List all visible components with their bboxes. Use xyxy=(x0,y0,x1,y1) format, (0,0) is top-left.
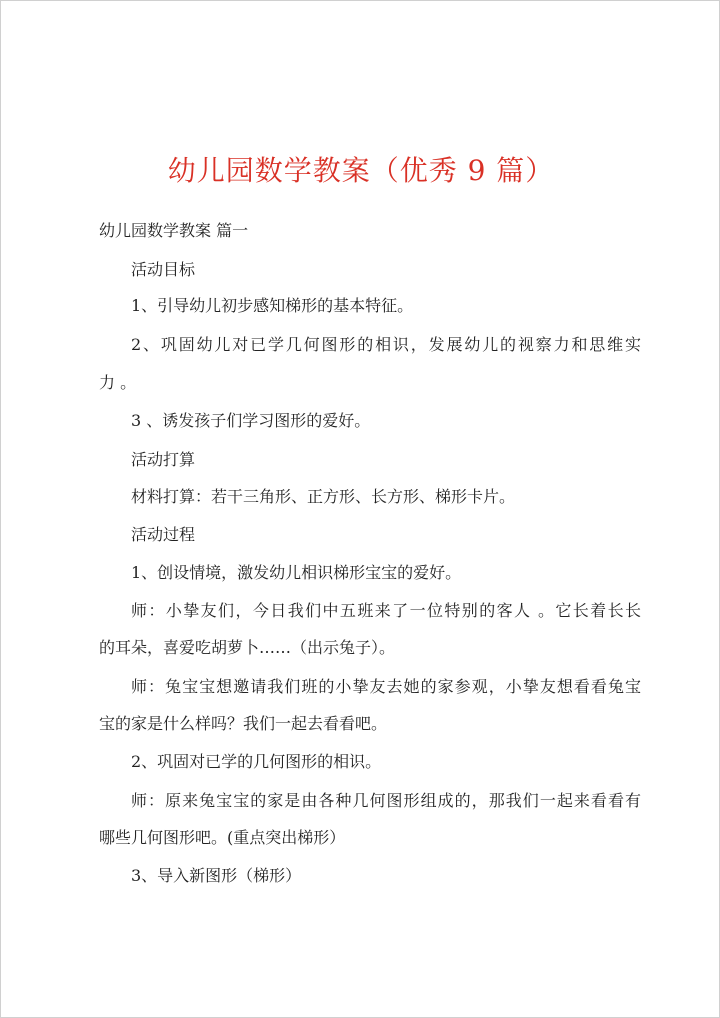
document-title: 幼儿园数学教案（优秀 9 篇） xyxy=(167,154,555,187)
paragraph-line: 1、创设情境，激发幼儿相识梯形宝宝的爱好。 xyxy=(131,563,462,582)
paragraph-line: 1、引导幼儿初步感知梯形的基本特征。 xyxy=(131,296,414,315)
section-heading: 幼儿园数学教案 篇一 xyxy=(99,221,249,240)
paragraph-line: 师：兔宝宝想邀请我们班的小挚友去她的家参观，小挚友想看看兔宝 xyxy=(131,677,641,696)
paragraph-line: 的耳朵，喜爱吃胡萝卜……（出示兔子）。 xyxy=(99,638,396,657)
paragraph-line: 3、导入新图形（梯形） xyxy=(131,866,302,885)
subheading-activity-process: 活动过程 xyxy=(131,525,196,544)
paragraph-line: 力 。 xyxy=(99,373,137,392)
paragraph-line: 2、巩固幼儿对已学几何图形的相识，发展幼儿的视察力和思维实 xyxy=(131,335,641,354)
paragraph-line: 材料打算：若干三角形、正方形、长方形、梯形卡片。 xyxy=(131,487,516,506)
subheading-activity-prep: 活动打算 xyxy=(131,450,196,469)
paragraph-line: 哪些几何图形吧。(重点突出梯形） xyxy=(99,828,346,847)
paragraph-line: 师：小挚友们，今日我们中五班来了一位特别的客人 。它长着长长 xyxy=(131,601,641,620)
subheading-activity-goals: 活动目标 xyxy=(131,260,196,279)
paragraph-line: 2、巩固对已学的几何图形的相识。 xyxy=(131,752,382,771)
paragraph-line: 师：原来兔宝宝的家是由各种几何图形组成的，那我们一起来看看有 xyxy=(131,791,641,810)
paragraph-line: 3 、诱发孩子们学习图形的爱好。 xyxy=(131,411,371,430)
paragraph-line: 宝的家是什么样吗？我们一起去看看吧。 xyxy=(99,714,388,733)
